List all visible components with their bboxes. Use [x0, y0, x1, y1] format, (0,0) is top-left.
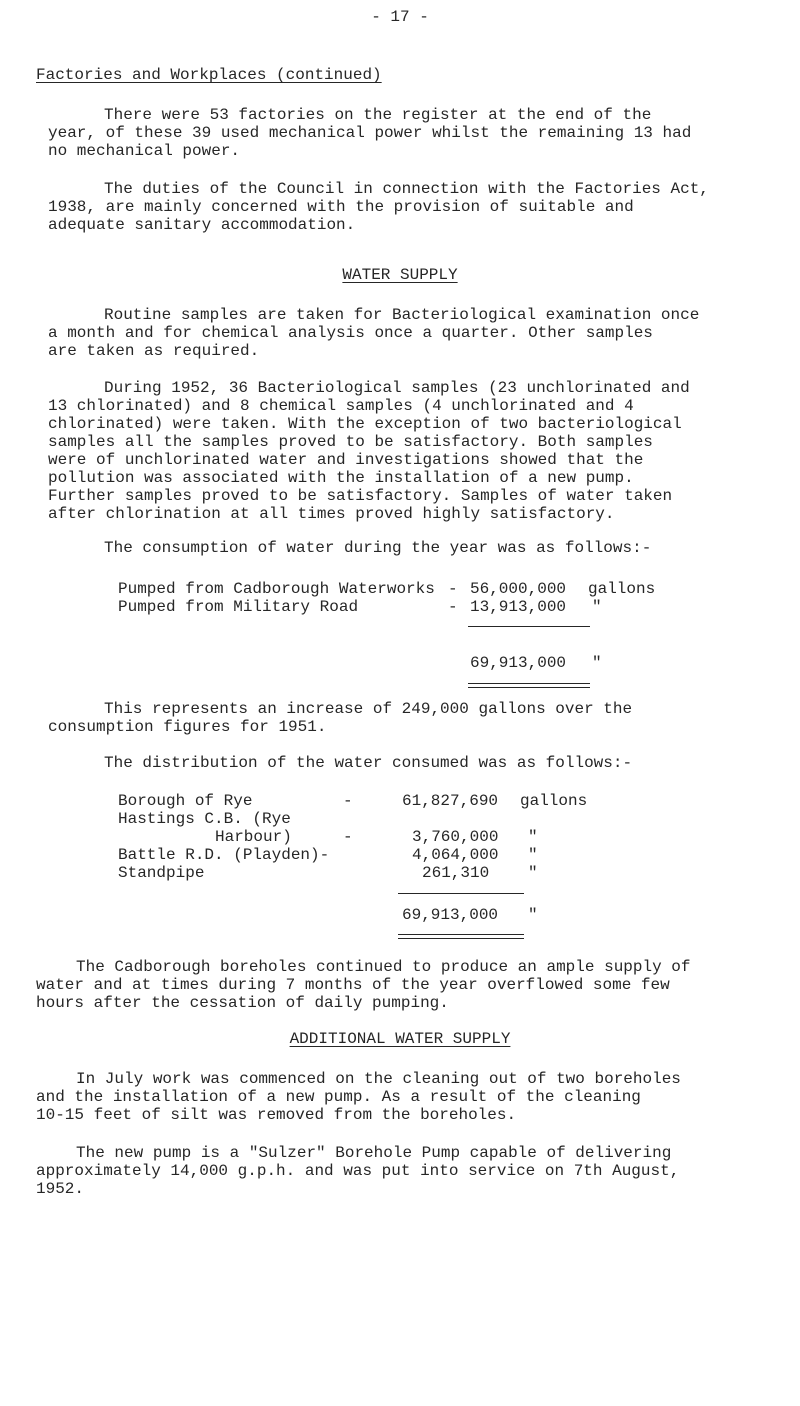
sum-rule [398, 893, 524, 894]
distribution-row: Borough of Rye - 61,827,690 gallons [118, 792, 588, 810]
page-heading: Factories and Workplaces (continued) [36, 66, 382, 84]
paragraph-cleaning: In July work was commenced on the cleaning out of two boreholes and the installation of a new pump. As a result of the cleaning 10-15 feet of silt was removed from the boreholes. [36, 1070, 681, 1124]
paragraph-increase: This represents an increase of 249,000 gallons over the consumption figures for 1951. [48, 700, 633, 736]
paragraph-factories-act: The duties of the Council in connection with the Factories Act, 1938, are mainly concerned with the provision of suitable and adequate sanitary accommodation. [48, 180, 709, 234]
paragraph-consumption-intro: The consumption of water during the year was as follows:- [104, 539, 652, 557]
paragraph-distribution-intro: The distribution of the water consumed was as follows:- [104, 754, 633, 772]
distribution-row: Battle R.D. (Playden)- 4,064,000 " [118, 846, 538, 864]
distribution-row: Harbour) - 3,760,000 " [215, 828, 538, 846]
total-rule [398, 934, 524, 935]
total-rule [398, 938, 524, 939]
total-rule [468, 687, 590, 688]
section-title-water-supply: WATER SUPPLY [342, 266, 458, 284]
distribution-total-row: 69,913,000 " [402, 906, 538, 924]
consumption-row: Pumped from Cadborough Waterworks - 56,000,000 gallons [118, 580, 656, 598]
consumption-total-row: 69,913,000 " [470, 654, 602, 672]
consumption-row: Pumped from Military Road - 13,913,000 " [118, 598, 602, 616]
page-number: - 17 - [371, 8, 429, 26]
distribution-row: Hastings C.B. (Rye [118, 810, 291, 828]
section-title-additional-water-supply: ADDITIONAL WATER SUPPLY [289, 1030, 511, 1048]
paragraph-boreholes: The Cadborough boreholes continued to produce an ample supply of water and at times during 7 months of the year overflowed some few hours after the cessation of daily pumping. [36, 958, 691, 1012]
paragraph-new-pump: The new pump is a "Sulzer" Borehole Pump capable of delivering approximately 14,000 g.p.h. and was put into service on 7th August, 1952. [36, 1144, 680, 1198]
sum-rule [468, 626, 590, 627]
total-rule [468, 683, 590, 684]
paragraph-factories-count: There were 53 factories on the register at the end of the year, of these 39 used mechanical power whilst the remaining 13 had no mechanical power. [48, 106, 692, 160]
distribution-row: Standpipe 261,310 " [118, 864, 538, 882]
paragraph-routine-samples: Routine samples are taken for Bacteriological examination once a month and for chemical analysis once a quarter. Other samples are taken as required. [48, 306, 700, 360]
paragraph-samples-1952: During 1952, 36 Bacteriological samples (23 unchlorinated and 13 chlorinated) and 8 chemical samples (4 unchlorinated and 4 chlorinated) were taken. With the exception of two bacteriological samples all the samples proved to be satisfactory. Both samples were of unchlorinated water and investigations showed that the pollution was associated with the installation of a new pump. Further samples proved to be satisfactory. Samples of water taken after chlorination at all times proved highly satisfactory. [48, 379, 690, 523]
